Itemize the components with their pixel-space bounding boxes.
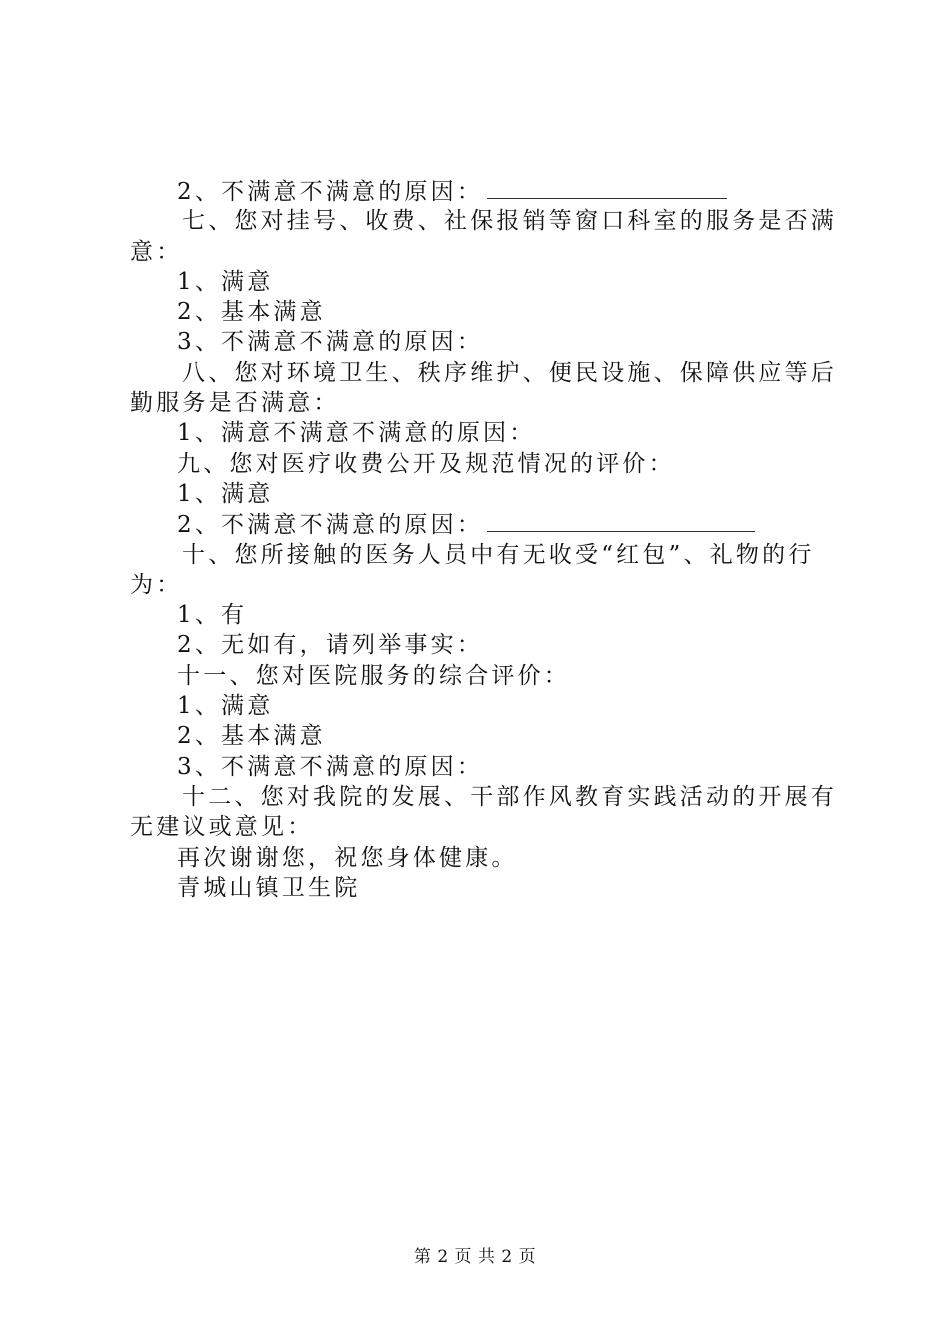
- page-number: 第 2 页 共 2 页: [413, 1247, 537, 1267]
- line-text: 3、不满意不满意的原因：: [177, 329, 484, 356]
- document-body: [130, 176, 837, 903]
- text-line: [130, 540, 830, 570]
- line-text: 1、有: [177, 602, 248, 629]
- text-line: [130, 600, 830, 630]
- line-text: 意：: [130, 238, 183, 265]
- text-line: [130, 237, 830, 267]
- line-text: 1、满意: [177, 268, 274, 295]
- text-line: [130, 812, 830, 842]
- answer-blank: [487, 509, 755, 532]
- text-line: [130, 630, 830, 660]
- line-text: 十二、您对我院的发展、干部作风教育实践活动的开展有: [182, 783, 837, 810]
- line-text: 勤服务是否满意：: [130, 390, 340, 417]
- line-text: 2、不满意不满意的原因：: [177, 179, 484, 205]
- text-line: [130, 721, 830, 751]
- text-line: [130, 267, 830, 297]
- line-text: 1、满意: [177, 480, 274, 507]
- line-text: 十、您所接触的医务人员中有无收受“红包”、礼物的行: [182, 541, 815, 568]
- text-line: [130, 418, 830, 448]
- text-line: [130, 297, 830, 327]
- line-text: 无建议或意见：: [130, 814, 314, 841]
- page-footer: [0, 1242, 950, 1267]
- signature-line: [130, 873, 830, 903]
- text-line: [130, 782, 837, 812]
- text-line: [130, 358, 837, 388]
- line-text: 3、不满意不满意的原因：: [177, 753, 484, 780]
- line-text: 2、无如有，请列举事实：: [177, 632, 484, 659]
- line-text: 为：: [130, 571, 183, 598]
- text-line: [130, 661, 830, 691]
- text-line: [130, 509, 830, 539]
- text-line: [130, 176, 830, 206]
- text-line: [130, 752, 830, 782]
- line-text: 再次谢谢您，祝您身体健康。: [177, 844, 518, 871]
- line-text: 九、您对医疗收费公开及规范情况的评价：: [177, 450, 675, 477]
- line-text: 七、您对挂号、收费、社保报销等窗口科室的服务是否满: [182, 208, 837, 235]
- text-line: [130, 206, 837, 236]
- line-text: 十一、您对医院服务的综合评价：: [177, 662, 570, 689]
- text-line: [130, 388, 830, 418]
- line-text: 青城山镇卫生院: [177, 874, 361, 901]
- text-line: [130, 691, 830, 721]
- line-text: 1、满意: [177, 693, 274, 720]
- line-text: 八、您对环境卫生、秩序维护、便民设施、保障供应等后: [182, 359, 837, 386]
- answer-blank: [487, 176, 727, 199]
- line-text: 2、基本满意: [177, 299, 326, 326]
- line-text: 2、不满意不满意的原因：: [177, 512, 484, 539]
- text-line: [130, 327, 830, 357]
- text-line: [130, 843, 830, 873]
- line-text: 1、满意不满意不满意的原因：: [177, 420, 536, 447]
- line-text: 2、基本满意: [177, 723, 326, 750]
- text-line: [130, 449, 830, 479]
- text-line: [130, 570, 830, 600]
- text-line: [130, 479, 830, 509]
